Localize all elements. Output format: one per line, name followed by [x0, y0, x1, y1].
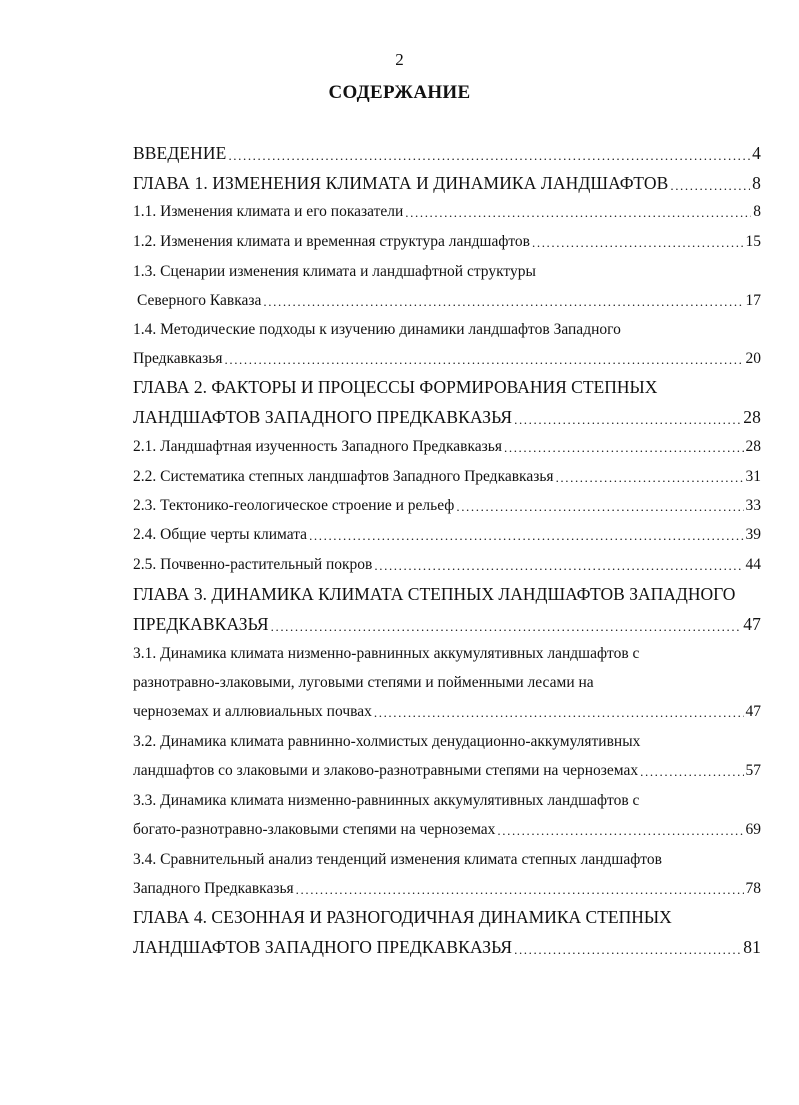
toc-entry-label: ландшафтов со злаковыми и злаково-разнотравными степями на черноземах — [133, 762, 639, 779]
toc-entry-page: 47 — [743, 614, 761, 634]
toc-leader-dots — [504, 441, 744, 456]
toc-entry-page: 28 — [745, 438, 761, 455]
toc-leader-dots — [405, 206, 751, 221]
toc-leader-dots — [670, 179, 750, 194]
toc-entry-page: 8 — [752, 173, 761, 193]
toc-entry-label: Северного Кавказа — [137, 292, 262, 309]
toc-entry-label: Западного Предкавказья — [133, 880, 294, 897]
toc-leader-dots — [296, 883, 744, 898]
toc-entry-page: 33 — [745, 497, 761, 514]
toc-entry-label: ПРЕДКАВКАЗЬЯ — [133, 614, 269, 634]
toc-leader-dots — [456, 500, 743, 515]
toc-entry-chapter-4-line1: ГЛАВА 4. СЕЗОННАЯ И РАЗНОГОДИЧНАЯ ДИНАМИКА СТЕПНЫХ — [133, 907, 672, 927]
toc-entry-label: ВВЕДЕНИЕ — [133, 143, 227, 163]
toc-leader-dots — [514, 943, 741, 958]
toc-entry-page: 44 — [745, 556, 761, 573]
toc-entry-3-2-line1: 3.2. Динамика климата равнинно-холмистых денудационно-аккумулятивных — [133, 733, 641, 750]
toc-entry-label: черноземах и аллювиальных почвах — [133, 703, 372, 720]
toc-entry-label: богато-разнотравно-злаковыми степями на черноземах — [133, 821, 496, 838]
toc-entry-page: 81 — [743, 937, 761, 957]
toc-entry-3-1-line2: разнотравно-злаковыми, луговыми степями и пойменными лесами на — [133, 674, 594, 691]
toc-entry-page: 17 — [745, 292, 761, 309]
toc-entry-3-4[interactable] — [133, 880, 761, 898]
toc-entry-3-1-line1: 3.1. Динамика климата низменно-равнинных аккумулятивных ландшафтов с — [133, 645, 640, 662]
toc-entry-label: ЛАНДШАФТОВ ЗАПАДНОГО ПРЕДКАВКАЗЬЯ — [133, 937, 513, 957]
page-number: 2 — [395, 50, 404, 69]
toc-leader-dots — [271, 620, 742, 635]
toc-entry-2-5[interactable] — [133, 556, 761, 574]
toc-entry-label: 1.1. Изменения климата и его показатели — [133, 203, 404, 220]
toc-entry-1-2[interactable] — [133, 233, 761, 251]
toc-entry-2-2[interactable] — [133, 468, 761, 486]
toc-entry-page: 31 — [745, 468, 761, 485]
toc-entry-2-1[interactable] — [133, 438, 761, 456]
toc-leader-dots — [532, 236, 744, 251]
toc-leader-dots — [497, 824, 743, 839]
page-title: СОДЕРЖАНИЕ — [328, 82, 471, 103]
toc-entry-page: 4 — [752, 143, 761, 163]
toc-entry-page: 28 — [743, 407, 761, 427]
toc-entry-chapter-4[interactable] — [133, 937, 761, 958]
toc-entry-intro[interactable] — [133, 143, 761, 164]
toc-entry-label: 2.3. Тектонико-геологическое строение и рельеф — [133, 497, 455, 514]
toc-entry-page: 39 — [745, 526, 761, 543]
toc-entry-label: Предкавказья — [133, 350, 223, 367]
toc-entry-label: 2.2. Систематика степных ландшафтов Западного Предкавказья — [133, 468, 554, 485]
toc-entry-1-4[interactable] — [133, 350, 761, 368]
toc-leader-dots — [640, 765, 743, 780]
toc-entry-3-3[interactable] — [133, 821, 761, 839]
toc-entry-1-4-line1: 1.4. Методические подходы к изучению динамики ландшафтов Западного — [133, 321, 621, 338]
toc-entry-3-2[interactable] — [133, 762, 761, 780]
toc-entry-2-4[interactable] — [133, 526, 761, 544]
toc-entry-page: 20 — [745, 350, 761, 367]
toc-entry-1-3-line1: 1.3. Сценарии изменения климата и ландшафтной структуры — [133, 263, 536, 280]
toc-leader-dots — [228, 149, 750, 164]
toc-entry-chapter-3-line1: ГЛАВА 3. ДИНАМИКА КЛИМАТА СТЕПНЫХ ЛАНДШАФТОВ ЗАПАДНОГО — [133, 584, 736, 604]
toc-leader-dots — [309, 529, 743, 544]
toc-entry-page: 78 — [745, 880, 761, 897]
toc-entry-label: 1.2. Изменения климата и временная структура ландшафтов — [133, 233, 530, 250]
toc-entry-chapter-2[interactable] — [133, 407, 761, 428]
toc-entry-label: ГЛАВА 1. ИЗМЕНЕНИЯ КЛИМАТА И ДИНАМИКА ЛАНДШАФТОВ — [133, 173, 669, 193]
toc-leader-dots — [374, 559, 743, 574]
toc-entry-page: 69 — [745, 821, 761, 838]
toc-leader-dots — [514, 413, 741, 428]
toc-entry-label: 2.4. Общие черты климата — [133, 526, 308, 543]
toc-leader-dots — [556, 471, 744, 486]
toc-entry-page: 15 — [745, 233, 761, 250]
toc-entry-chapter-3[interactable] — [133, 614, 761, 635]
toc-leader-dots — [374, 706, 744, 721]
toc-entry-chapter-1[interactable] — [133, 173, 761, 194]
toc-entry-label: 2.1. Ландшафтная изученность Западного Предкавказья — [133, 438, 502, 455]
toc-entry-page: 47 — [745, 703, 761, 720]
toc-entry-chapter-2-line1: ГЛАВА 2. ФАКТОРЫ И ПРОЦЕССЫ ФОРМИРОВАНИЯ СТЕПНЫХ — [133, 377, 658, 397]
toc-leader-dots — [263, 295, 743, 310]
toc-entry-page: 8 — [753, 203, 761, 220]
toc-entry-3-3-line1: 3.3. Динамика климата низменно-равнинных аккумулятивных ландшафтов с — [133, 792, 640, 809]
toc-leader-dots — [225, 353, 744, 368]
toc-entry-label: ЛАНДШАФТОВ ЗАПАДНОГО ПРЕДКАВКАЗЬЯ — [133, 407, 513, 427]
toc-entry-label: 2.5. Почвенно-растительный покров — [133, 556, 373, 573]
toc-entry-1-1[interactable] — [133, 203, 761, 221]
toc-entry-2-3[interactable] — [133, 497, 761, 515]
toc-entry-page: 57 — [745, 762, 761, 779]
toc-entry-1-3[interactable] — [137, 292, 761, 310]
toc-entry-3-1[interactable] — [133, 703, 761, 721]
toc-entry-3-4-line1: 3.4. Сравнительный анализ тенденций изменения климата степных ландшафтов — [133, 851, 662, 868]
